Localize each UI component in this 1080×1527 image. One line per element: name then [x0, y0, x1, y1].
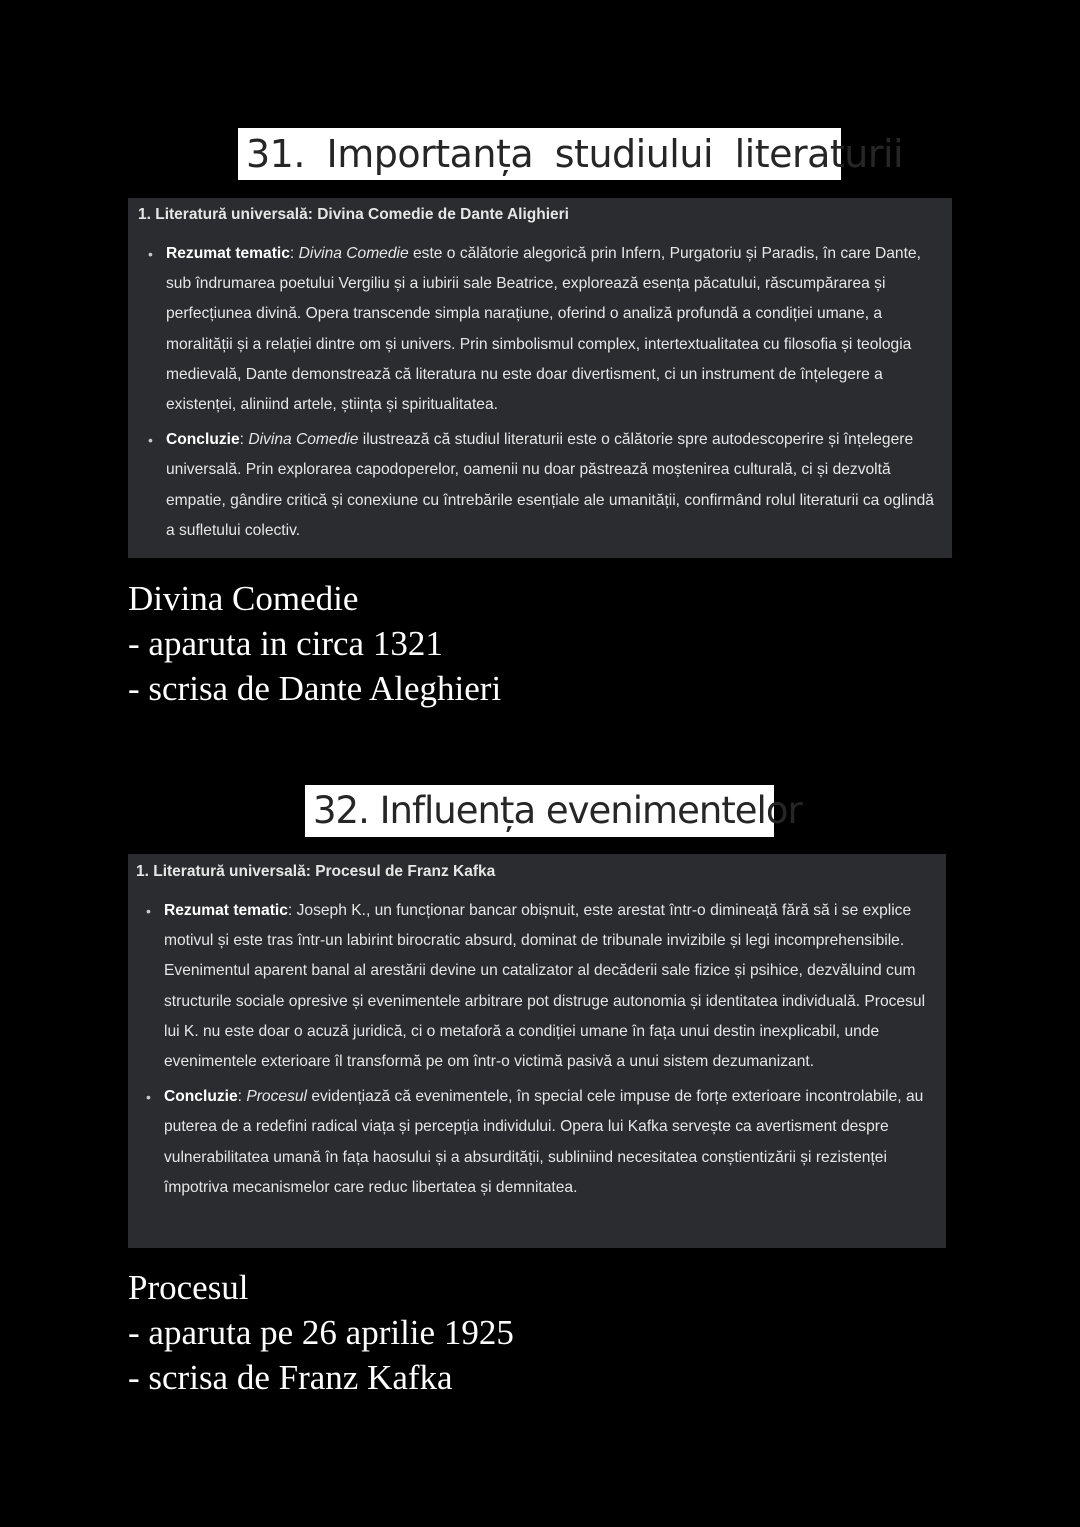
item-separator: : — [237, 1088, 247, 1106]
note-line: - aparuta pe 26 aprilie 1925 — [128, 1313, 514, 1352]
item-separator: : — [287, 902, 297, 919]
item-text: evidențiază că evenimentele, în special cele impuse de forțe exterioare incontrolabile, au puterea de a redefini radical viața și percepția individului. Opera lui Kafka servește ca avertisment despre vulnerabilitatea umană în fața haosului și a absurdității, subliniind necesitatea conștientizării și rezistenței împotriva mecanismelor care reduc libertatea și demnitatea. — [164, 1088, 924, 1196]
item-label: Concluzie — [166, 431, 240, 449]
panel-heading-title: Procesul de Franz Kafka — [315, 863, 496, 880]
item-separator: : — [239, 431, 249, 449]
item-label: Rezumat tematic — [164, 902, 288, 919]
summary-list — [138, 239, 942, 546]
section-title: 31. Importanța studiului literaturii — [238, 128, 841, 180]
note-line: - aparuta in circa 1321 — [128, 624, 443, 663]
item-text: ilustrează că studiul literaturii este o călătorie spre autodescoperire și înțelegere universală. Prin explorarea capodoperelor, oamenii nu doar păstrează moștenirea culturală, ci și dezvoltă empatie, gândire critică și conexiune cu întrebările esențiale ale umanității, confirmând rolul literaturii ca oglindă a sufletului colectiv. — [166, 431, 934, 539]
list-item — [138, 239, 942, 420]
item-label: Concluzie — [164, 1088, 238, 1106]
summary-panel — [128, 198, 952, 558]
list-item — [136, 1082, 938, 1203]
note-line: Divina Comedie — [128, 579, 359, 618]
list-item — [138, 425, 942, 546]
note-line: Procesul — [128, 1268, 249, 1307]
panel-heading-title: Divina Comedie de Dante Alighieri — [317, 206, 569, 223]
item-text: Joseph K., un funcționar bancar obișnuit, este arestat într-o dimineață fără să i se explice motivul și este tras într-un labirint birocratic absurd, dominat de tribunale invizibile și legi incomprehensibile. Evenimentul aparent banal al arestării devine un catalizator al decăderii sale fizice și psihice, dezvăluind cum structurile sociale opresive și evenimentele arbitrare pot distruge autonomia și identitatea individuală. Procesul lui K. nu este doar o acuză juridică, ci o metaforă a condiției umane în fața unui destin inexplicabil, unde evenimentele exterioare îl transformă pe om într-o victimă pasivă a unui sistem dezumanizant. — [164, 902, 926, 1071]
note-line: - scrisa de Franz Kafka — [128, 1358, 453, 1397]
list-item — [136, 896, 938, 1077]
section-title: 32. Influența evenimentelor — [305, 785, 774, 837]
item-italic: Divina Comedie — [298, 245, 409, 262]
bullet-dot-icon: • — [148, 432, 153, 449]
handwritten-notes — [128, 1265, 514, 1400]
panel-heading-prefix: 1. Literatură universală: — [136, 863, 316, 880]
bullet-dot-icon: • — [146, 903, 151, 919]
handwritten-notes — [128, 576, 501, 711]
summary-list — [136, 896, 938, 1203]
item-italic: Procesul — [246, 1088, 307, 1106]
bullet-dot-icon: • — [148, 246, 153, 262]
summary-panel — [128, 854, 946, 1248]
item-label: Rezumat tematic — [166, 245, 290, 262]
item-italic: Divina Comedie — [248, 431, 359, 449]
panel-heading — [136, 862, 938, 882]
item-separator: : — [289, 245, 299, 262]
note-line: - scrisa de Dante Aleghieri — [128, 669, 502, 708]
panel-heading-prefix: 1. Literatură universală: — [138, 206, 318, 223]
panel-heading — [138, 205, 942, 225]
bullet-dot-icon: • — [146, 1089, 151, 1106]
item-text: este o călătorie alegorică prin Infern, Purgatoriu și Paradis, în care Dante, sub îndrumarea poetului Vergiliu și a iubirii sale Beatrice, explorează esența păcatului, răscumpărarea și perfecțiunea divină. Opera transcende simpla narațiune, oferind o analiză profundă a condiției umane, a moralității și a relației dintre om și univers. Prin simbolismul complex, intertextualitatea cu filosofia și teologia medievală, Dante demonstrează că literatura nu este doar divertisment, ci un instrument de înțelegere a existenței, aliniind artele, știința și spiritualitatea. — [166, 245, 921, 414]
